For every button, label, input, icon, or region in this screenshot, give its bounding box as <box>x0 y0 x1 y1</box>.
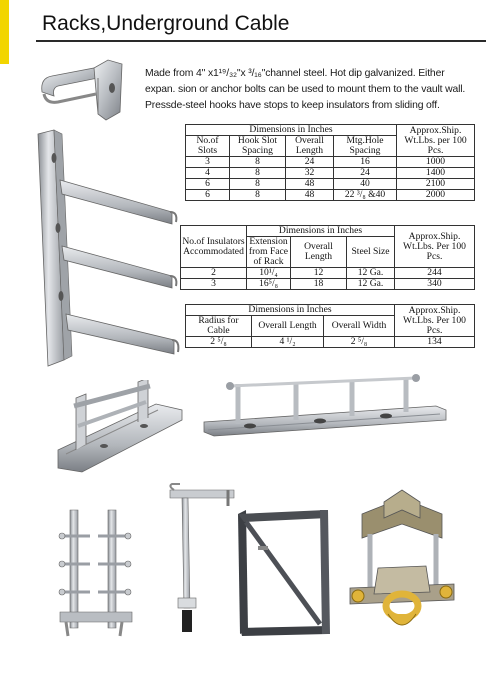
t1-cell: 4 <box>186 168 230 179</box>
t2-cell: 10¹/₄ <box>247 268 291 279</box>
t1-cell: 40 <box>334 179 397 190</box>
t1-col-length: Overall Length <box>286 136 334 157</box>
angled-rack-photo <box>52 380 188 480</box>
t1-col-mtg: Mtg.Hole Spacing <box>334 136 397 157</box>
t3-cell: 134 <box>395 337 475 348</box>
t1-col-slots: No.of Slots <box>186 136 230 157</box>
t1-cell: 6 <box>186 190 230 201</box>
rack-dimensions-table <box>185 124 475 201</box>
page-title: Racks,Underground Cable <box>42 12 290 35</box>
accent-tab <box>0 0 9 64</box>
t3-col-radius: Radius for Cable <box>186 316 252 337</box>
t2-cell: 12 Ga. <box>347 268 395 279</box>
t2-cell: 3 <box>181 279 247 290</box>
table-row <box>186 157 475 168</box>
t3-group-header: Dimensions in Inches <box>186 305 395 316</box>
title-divider <box>36 40 486 42</box>
t1-cell: 22 ³/₈ &40 <box>334 190 397 201</box>
t3-cell: 4 ¹/₂ <box>252 337 324 348</box>
t2-col-weight: Approx.Ship. Wt.Lbs. Per 100 Pcs. <box>395 226 475 268</box>
table-row <box>181 268 475 279</box>
t2-col-extension: Extension from Face of Rack <box>247 237 291 268</box>
t1-cell: 1400 <box>397 168 475 179</box>
t1-cell: 8 <box>230 168 286 179</box>
table-row <box>186 337 475 348</box>
t3-col-width: Overall Width <box>324 316 395 337</box>
t1-cell: 16 <box>334 157 397 168</box>
t1-cell: 8 <box>230 157 286 168</box>
t1-cell: 3 <box>186 157 230 168</box>
t3-col-length: Overall Length <box>252 316 324 337</box>
t2-col-insulators: No.of Insulators Accommodated <box>181 226 247 268</box>
t2-cell: 340 <box>395 279 475 290</box>
t1-group-header: Dimensions in Inches <box>186 125 397 136</box>
hook-dimensions-table <box>180 225 475 290</box>
t2-group-header: Dimensions in Inches <box>247 226 395 237</box>
table-row <box>186 168 475 179</box>
t1-cell: 48 <box>286 179 334 190</box>
t1-cell: 1000 <box>397 157 475 168</box>
t2-cell: 12 <box>291 268 347 279</box>
t1-cell: 2100 <box>397 179 475 190</box>
insulator-dimensions-table <box>185 304 475 348</box>
t2-cell: 18 <box>291 279 347 290</box>
t1-cell: 8 <box>230 179 286 190</box>
channel-rack-photo <box>200 374 450 454</box>
t2-cell: 16⁵/₈ <box>247 279 291 290</box>
t1-cell: 6 <box>186 179 230 190</box>
cable-hook-photo <box>36 58 126 126</box>
t3-cell: 2 ⁵/₈ <box>324 337 395 348</box>
t2-col-length: Overall Length <box>291 237 347 268</box>
clamp-with-eye-photo <box>344 488 460 638</box>
t1-cell: 8 <box>230 190 286 201</box>
double-vertical-rack-photo <box>56 506 136 638</box>
t-bar-hook-photo <box>164 482 236 634</box>
t1-cell: 24 <box>286 157 334 168</box>
t2-cell: 2 <box>181 268 247 279</box>
table-row <box>181 279 475 290</box>
cable-rack-photo <box>30 128 180 370</box>
t1-cell: 32 <box>286 168 334 179</box>
t3-col-weight: Approx.Ship. Wt.Lbs. Per 100 Pcs. <box>395 305 475 337</box>
t2-cell: 244 <box>395 268 475 279</box>
intro-text: Made from 4" x1¹⁹/₃₂"x ³/₁₆"channel steel. Hot dip galvanized. Either expan. sion or anchor bolts can be used to mount them to the vault wall. Pressde-steel hooks have stops to keep insulators from sliding off. <box>145 68 466 112</box>
angle-frame-bracket-photo <box>234 506 334 642</box>
t1-cell: 48 <box>286 190 334 201</box>
t2-col-steel: Steel Size <box>347 237 395 268</box>
t1-cell: 2000 <box>397 190 475 201</box>
t1-cell: 24 <box>334 168 397 179</box>
t1-col-hook: Hook Slot Spacing <box>230 136 286 157</box>
t1-col-weight: Approx.Ship. Wt.Lbs. per 100 Pcs. <box>397 125 475 157</box>
table-row <box>186 179 475 190</box>
table-row <box>186 190 475 201</box>
t2-cell: 12 Ga. <box>347 279 395 290</box>
t3-cell: 2 ⁵/₈ <box>186 337 252 348</box>
